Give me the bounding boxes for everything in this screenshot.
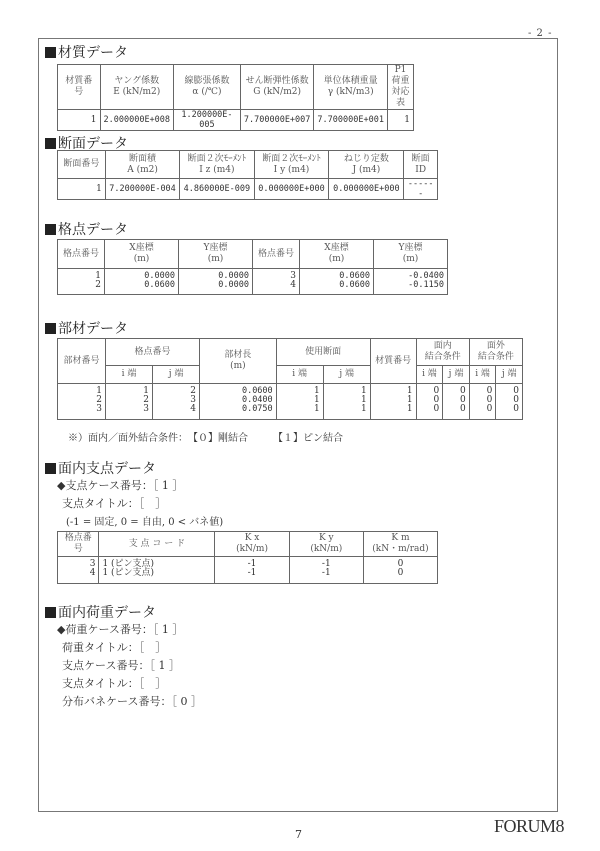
load-support-title-line: 支点タイトル：［ ］	[62, 677, 167, 690]
loads-section-title	[45, 602, 156, 622]
cell: 7.700000E+007	[240, 110, 314, 131]
load-case-line: ◆荷重ケース番号：［ 1 ］	[57, 623, 184, 636]
cell: 0 0 0	[496, 384, 523, 420]
material-title-text: 材質データ	[58, 45, 128, 61]
table-row	[58, 384, 523, 420]
cell: 1 2	[58, 269, 105, 295]
members-section-title	[45, 318, 128, 338]
members-header-section: 使用断面	[276, 339, 370, 366]
nodes-title-text: 格点データ	[58, 222, 128, 238]
brand-logo: FORUM8	[494, 816, 565, 836]
cell: 1	[58, 110, 101, 131]
load-title-line: 荷重タイトル：［ ］	[62, 641, 167, 654]
section-table	[57, 150, 438, 200]
material-table	[57, 64, 414, 131]
members-header-length: 部材長 (m)	[200, 339, 277, 384]
square-bullet-icon	[45, 607, 56, 618]
supports-title-text: 面内支点データ	[58, 461, 156, 477]
members-header-j: j 端	[496, 366, 523, 384]
section-header: 断面積 A (m2)	[105, 151, 179, 179]
supports-section-title	[45, 458, 156, 478]
cell: -1 -1	[215, 557, 289, 584]
material-header: 単位体積重量 γ (kN/m3)	[314, 65, 388, 110]
page-number: 7	[295, 828, 302, 841]
section-title-text: 断面データ	[58, 136, 128, 152]
cell: 0.000000E+000	[329, 179, 404, 200]
cell: 1 (ピン支点) 1 (ピン支点)	[99, 557, 215, 584]
cell: 1 2 3	[106, 384, 153, 420]
section-header: 断面番号	[58, 151, 106, 179]
cell: ------	[404, 179, 438, 200]
members-header-j: j 端	[323, 366, 370, 384]
supports-header: K m (kN・m/rad)	[363, 532, 437, 557]
cell: 1 1 1	[370, 384, 416, 420]
cell: 0 0 0	[416, 384, 443, 420]
cell: 1 2 3	[58, 384, 106, 420]
load-support-case-line: 支点ケース番号：［ 1 ］	[62, 659, 180, 672]
material-header: P1荷重 対応表	[387, 65, 413, 110]
cell: 2.000000E+008	[100, 110, 174, 131]
cell: 3 4	[253, 269, 300, 295]
page-marker: - 2 -	[528, 28, 553, 39]
cell: 0.0600 0.0400 0.0750	[200, 384, 277, 420]
members-header-j: j 端	[153, 366, 200, 384]
members-title-text: 部材データ	[58, 321, 128, 337]
table-row	[58, 557, 438, 584]
cell: 7.700000E+001	[314, 110, 388, 131]
cell: 4.860000E-009	[180, 179, 254, 200]
section-header: 断面２次ﾓｰﾒﾝﾄ I y (m4)	[254, 151, 329, 179]
cell: -0.0400 -0.1150	[374, 269, 448, 295]
material-header-row	[58, 65, 414, 110]
support-case-line: ◆支点ケース番号：［ 1 ］	[57, 479, 184, 492]
members-header-j: j 端	[443, 366, 470, 384]
cell: 0.0000 0.0000	[179, 269, 253, 295]
nodes-header: Y座標 (m)	[374, 240, 448, 269]
cell: 0.0600 0.0600	[300, 269, 374, 295]
cell: 7.200000E-004	[105, 179, 179, 200]
cell: 0 0 0	[469, 384, 496, 420]
members-header-member-no: 部材番号	[58, 339, 106, 384]
nodes-table	[57, 239, 448, 295]
nodes-header: Y座標 (m)	[179, 240, 253, 269]
nodes-header: 格点番号	[58, 240, 105, 269]
members-header-i: i 端	[469, 366, 496, 384]
table-row	[58, 269, 448, 295]
cell: -1 -1	[289, 557, 363, 584]
nodes-header: X座標 (m)	[105, 240, 179, 269]
section-header: 断面２次ﾓｰﾒﾝﾄ I z (m4)	[180, 151, 254, 179]
supports-header: K y (kN/m)	[289, 532, 363, 557]
table-row	[58, 110, 414, 131]
cell: 3 4	[58, 557, 99, 584]
supports-header: 支 点 コ ー ド	[99, 532, 215, 557]
members-header-node-no: 格点番号	[106, 339, 200, 366]
section-header: ねじり定数 J (m4)	[329, 151, 404, 179]
cell: 1.200000E-005	[174, 110, 241, 131]
cell: 1	[387, 110, 413, 131]
supports-header: 格点番号	[58, 532, 99, 557]
material-section-title	[45, 42, 128, 62]
cell: 0.0000 0.0600	[105, 269, 179, 295]
material-header: 材質番号	[58, 65, 101, 110]
cell: 0.000000E+000	[254, 179, 329, 200]
support-legend: (-1 = 固定, 0 = 自由, 0 < バネ値)	[66, 517, 224, 528]
members-header-material: 材質番号	[370, 339, 416, 384]
square-bullet-icon	[45, 224, 56, 235]
section-header: 断面ID	[404, 151, 438, 179]
members-header-inplane: 面内 結合条件	[416, 339, 469, 366]
cell: 1 1 1	[276, 384, 323, 420]
supports-table	[57, 531, 438, 584]
square-bullet-icon	[45, 47, 56, 58]
material-header: 線膨張係数 α (/℃)	[174, 65, 241, 110]
cell: 1	[58, 179, 106, 200]
square-bullet-icon	[45, 138, 56, 149]
support-title-line: 支点タイトル：［ ］	[62, 497, 167, 510]
supports-header: K x (kN/m)	[215, 532, 289, 557]
cell: 0 0	[363, 557, 437, 584]
joint-condition-note: ※）面内／面外結合条件： 【０】剛結合 【１】ピン結合	[68, 433, 343, 444]
material-header: せん断弾性係数 G (kN/m2)	[240, 65, 314, 110]
table-row	[58, 179, 438, 200]
nodes-header: 格点番号	[253, 240, 300, 269]
loads-title-text: 面内荷重データ	[58, 605, 156, 621]
cell: 0 0 0	[443, 384, 470, 420]
cell: 1 1 1	[323, 384, 370, 420]
spring-case-line: 分布バネケース番号：［ 0 ］	[62, 695, 202, 708]
nodes-section-title	[45, 219, 128, 239]
square-bullet-icon	[45, 463, 56, 474]
members-header-i: i 端	[276, 366, 323, 384]
cell: 2 3 4	[153, 384, 200, 420]
members-header-i: i 端	[416, 366, 443, 384]
members-table	[57, 338, 523, 420]
nodes-header: X座標 (m)	[300, 240, 374, 269]
material-header: ヤング係数 E (kN/m2)	[100, 65, 174, 110]
members-header-i: i 端	[106, 366, 153, 384]
members-header-outplane: 面外 結合条件	[469, 339, 522, 366]
square-bullet-icon	[45, 323, 56, 334]
